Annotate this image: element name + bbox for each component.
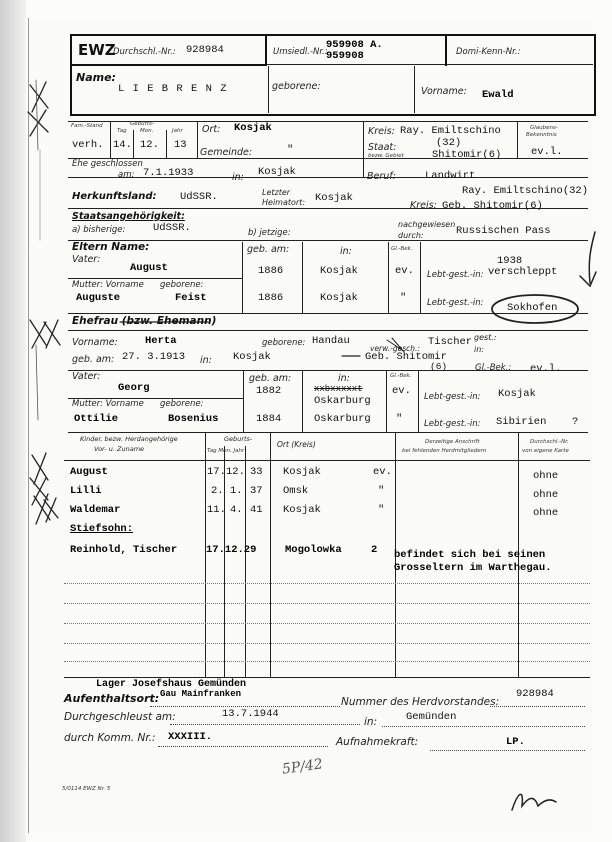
jetzige-label: b) jetzige: (248, 228, 291, 238)
nachgewiesen-label-1: nachgewiesen (398, 220, 456, 229)
umsiedl-nr-1: 959908 A. (326, 39, 383, 51)
surname: L I E B R E N Z (118, 83, 228, 95)
wife-father-fate: Kosjak (498, 388, 536, 400)
wife-father-place: Oskarburg (314, 395, 371, 407)
father-birth: 1886 (258, 265, 284, 277)
ehefrau-label: Ehefrau (bzw. Ehemann) (72, 315, 217, 327)
tag-label: Tag (117, 128, 127, 134)
bisherige: UdSSR. (153, 222, 191, 234)
wife-mother-place: Oskarburg (314, 413, 371, 425)
child-name: Waldemar (70, 504, 121, 516)
herdvorstand-nr: 928984 (516, 688, 554, 700)
kreis2-line2: Geb. Shitomir(6) (442, 200, 543, 212)
bekenntnis-label: Bekenntnis (526, 132, 557, 138)
wife-father: Georg (118, 382, 150, 394)
durchgeschleust-date: 13.7.1944 (222, 708, 279, 720)
durchschl-label: Durchschl.-Nr.: (113, 47, 176, 57)
wife-maiden-name: Handau (312, 335, 350, 347)
stepson-number: 2 (371, 544, 378, 556)
sokhofen-circle (492, 295, 578, 323)
wife-religion: ev.l. (530, 363, 562, 375)
famstand: verh. (72, 139, 104, 151)
child-year: 37 (250, 485, 263, 497)
child-day: 11. (207, 504, 226, 516)
mother-lebt-label: Lebt-gest.-in: (427, 298, 484, 308)
herkunft-label: Herkunftsland: (72, 191, 157, 202)
wife-mother-fate-q: ? (572, 416, 579, 428)
staatsang-label: Staatsangehörigkeit: (72, 211, 185, 222)
kreis2-line1: Ray. Emiltschino(32) (462, 185, 589, 197)
marriage-place: Kosjak (258, 166, 296, 178)
kreis-number: (32) (436, 137, 462, 149)
nachgewiesen: Russischen Pass (456, 225, 551, 237)
herkunft: UdSSR. (180, 191, 218, 203)
kinder-col2-label-1: Geburts- (224, 435, 253, 443)
lager-line1: Lager Josefshaus Gemünden (96, 679, 247, 690)
occupation: Landwirt (425, 170, 476, 182)
mother-name: Auguste (76, 292, 121, 304)
ehefrau-in-label: in: (474, 345, 484, 354)
staat: Shitomir(6) (432, 149, 502, 161)
geborene-label: geborene: (272, 81, 321, 92)
kinder-col3-label: Ort (Kreis) (277, 440, 316, 449)
wife-father-lebt-label: Lebt-gest.-in: (424, 392, 481, 402)
father-place: Kosjak (320, 265, 358, 277)
eltern-geb-label: geb. am: (247, 244, 290, 255)
mother-maiden: Feist (175, 292, 207, 304)
wife-mother: Ottilie (74, 413, 119, 425)
eltern-geborene-label: geborene: (160, 280, 204, 290)
handwritten-note: 5P/42 (281, 756, 324, 778)
father-fate-year: 1938 (497, 255, 523, 267)
geburtstag-label: Geburts- (130, 121, 154, 127)
child-day: 17. (207, 466, 226, 478)
margin-x-mark (44, 320, 60, 348)
margin-x-mark (30, 82, 48, 112)
ehe-label: Ehe geschlossen (72, 159, 143, 169)
wife-mother-maiden: Bosenius (168, 413, 219, 425)
eltern-label: Eltern Name: (72, 241, 150, 253)
umsiedl-label: Umsiedl.-Nr.: (273, 47, 328, 57)
child-religion: " (378, 485, 385, 497)
umsiedl-nr-2: 959908 (326, 50, 364, 62)
komm-nr: XXXIII. (168, 731, 213, 743)
ehefrau-geb-label: geb. am: (72, 354, 115, 365)
margin-x-mark (44, 498, 58, 522)
father-religion: ev. (395, 265, 414, 277)
wife-birth-place: Kosjak (233, 351, 271, 363)
komm-label: durch Komm. Nr.: (64, 732, 156, 744)
stepson-name: Reinhold, Tischer (70, 544, 178, 556)
marriage-date: 7.1.1933 (143, 167, 194, 179)
child-year: 33 (250, 466, 263, 478)
name-label: Name: (76, 71, 116, 84)
stiefsohn-label: Stiefsohn: (70, 523, 134, 535)
father-name: August (130, 262, 168, 274)
kreis2-label: Kreis: (410, 200, 437, 211)
child-month: 12. (226, 466, 245, 478)
form-code: EWZ (78, 41, 116, 59)
jahr-label: Jahr (172, 128, 183, 134)
stepson-birth: 17.12.29 (206, 544, 257, 556)
nachgewiesen-label-2: durch: (398, 231, 424, 240)
child-card-nr: ohne (533, 507, 559, 519)
child-name: August (70, 466, 108, 478)
kinder-col4-label-2: bei fehlenden Herdmitgliedern (402, 448, 487, 454)
bezw-gebiet-label: bezw. Gebiet (368, 153, 404, 159)
durchschl-nr: 928984 (186, 44, 224, 56)
child-month: 4. (230, 504, 243, 516)
kinder-col1-label-2: Vor- u. Zuname (94, 445, 145, 453)
child-name: Lilli (70, 485, 102, 497)
kinder-col1-label-1: Kinder, bezw. Herdangehörige (80, 435, 178, 443)
wife-gl-label: Gl.-Bek. (390, 373, 412, 379)
ehefrau-geb-in-label: in: (200, 355, 212, 366)
religion: ev.l. (531, 146, 563, 158)
child-place: Omsk (283, 485, 309, 497)
durchgeschleust-place: Gemünden (406, 711, 457, 723)
famstand-label: Fam.-Stand (71, 123, 103, 129)
gemeinde-label: Gemeinde: (200, 147, 253, 158)
birth-year: 13 (174, 139, 187, 151)
kinder-col5-label-1: Durchschl.-Nr. (530, 439, 569, 445)
child-card-nr: ohne (533, 489, 559, 501)
form-number: 5/0114 EWZ Nr. 5 (62, 786, 111, 792)
eltern-mutter-label: Mutter: Vorname (72, 280, 144, 290)
mother-fate: Sokhofen (507, 302, 558, 314)
child-card-nr: ohne (533, 470, 559, 482)
stepson-address-1: befindet sich bei seinen (394, 549, 546, 561)
glaubens-label: Glaubens- (530, 125, 558, 131)
aufnahme-label: Aufnahmekraft: (336, 736, 419, 748)
stepson-place: Mogolowka (285, 544, 342, 556)
stepson-address-2: Grosseltern im Warthegau. (394, 562, 552, 574)
wife-father-place-crossed: xxbxxxxxt (314, 384, 363, 394)
ehefrau-gest-label: gest.: (474, 333, 497, 342)
margin-arrow (580, 272, 596, 286)
wife-mother-lebt-label: Lebt-gest.-in: (424, 419, 481, 429)
birth-month: 12. (140, 139, 159, 151)
wife-previous-name: Tischer (428, 336, 473, 348)
margin-x-mark (28, 110, 48, 136)
aufnahme: LP. (506, 736, 525, 748)
child-year: 41 (250, 504, 263, 516)
kinder-col4-label-1: Derzeitige Anschrift (425, 439, 480, 445)
eltern-in-label: in: (340, 246, 352, 257)
wife-kreis-number: (6) (430, 361, 448, 372)
kreis: Ray. Emiltschino (400, 125, 501, 137)
wife-mother-religion: " (396, 413, 403, 425)
margin-x-mark (30, 320, 46, 348)
child-religion: " (378, 504, 385, 516)
ehefrau-vorname-label: Vorname: (72, 337, 118, 348)
eltern-glbek-label: Gl.-Bek. (391, 246, 413, 252)
beruf-label: Beruf: (367, 171, 396, 182)
ort-label: Ort: (202, 124, 221, 135)
ehe-in-label: in: (232, 172, 244, 183)
wife-father-birth: 1882 (256, 385, 282, 397)
ehefrau-glbek-label: Gl.-Bek.: (475, 363, 512, 373)
eltern-vater-label: Vater: (72, 254, 101, 265)
wife-first-name: Herta (145, 335, 177, 347)
father-fate: verschleppt (488, 266, 558, 278)
vorname-label: Vorname: (421, 86, 467, 97)
wife-in2-label: in: (338, 373, 350, 384)
aufenthalt-label: Aufenthaltsort: (64, 692, 160, 705)
birth-day: 14. (113, 139, 132, 151)
mother-religion: " (400, 292, 407, 304)
wife-father-religion: ev. (392, 385, 411, 397)
wife-vater-label: Vater: (72, 371, 101, 382)
wife-mutter-label: Mutter: Vorname (72, 399, 144, 409)
child-place: Kosjak (283, 466, 321, 478)
ehefrau-verw-label: verw.-gesch.: (370, 344, 420, 353)
gemeinde: " (287, 144, 294, 156)
birth-place: Kosjak (234, 122, 272, 134)
wife-birth-date: 27. 3.1913 (122, 351, 186, 363)
ehe-am-label: am: (118, 170, 135, 180)
bisherige-label: a) bisherige: (72, 225, 126, 235)
wife-kreis: Geb. Shitomir (365, 351, 447, 363)
wife-geb-label: geb. am: (249, 373, 292, 384)
heimatort-label-2: Heimatort: (262, 198, 306, 207)
child-day: 2. (211, 485, 224, 497)
wife-mother-fate: Sibirien (496, 416, 547, 428)
staat-label: Staat: (368, 142, 397, 153)
kinder-col2-label-2: Tag Mon. Jahr (207, 448, 245, 454)
child-place: Kosjak (283, 504, 321, 516)
eltern-lebt-label: Lebt-gest.-in: (427, 270, 484, 280)
footer-in-label: in: (364, 716, 378, 728)
signature (512, 794, 556, 810)
wife-mother-birth: 1884 (256, 413, 282, 425)
heimatort: Kosjak (315, 192, 353, 204)
ehefrau-geborene-label: geborene: (262, 338, 306, 348)
heimatort-label-1: Letzter (262, 188, 291, 197)
domi-label: Domi-Kenn-Nr.: (456, 47, 521, 57)
kreis-label: Kreis: (368, 126, 395, 137)
kinder-col5-label-2: von eigene Karte (522, 448, 569, 454)
mother-birth: 1886 (258, 292, 284, 304)
first-name: Ewald (482, 89, 514, 101)
mother-place: Kosjak (320, 292, 358, 304)
lager-line2: Gau Mainfranken (160, 689, 242, 699)
nummer-label: Nummer des Herdvorstandes: (341, 696, 500, 708)
mon-label: Mon. (140, 128, 154, 134)
child-month: 1. (230, 485, 243, 497)
wife-mutter-geb-label: geborene: (160, 399, 204, 409)
child-religion: ev. (373, 466, 392, 478)
durchgeschleust-label: Durchgeschleust am: (64, 711, 176, 723)
